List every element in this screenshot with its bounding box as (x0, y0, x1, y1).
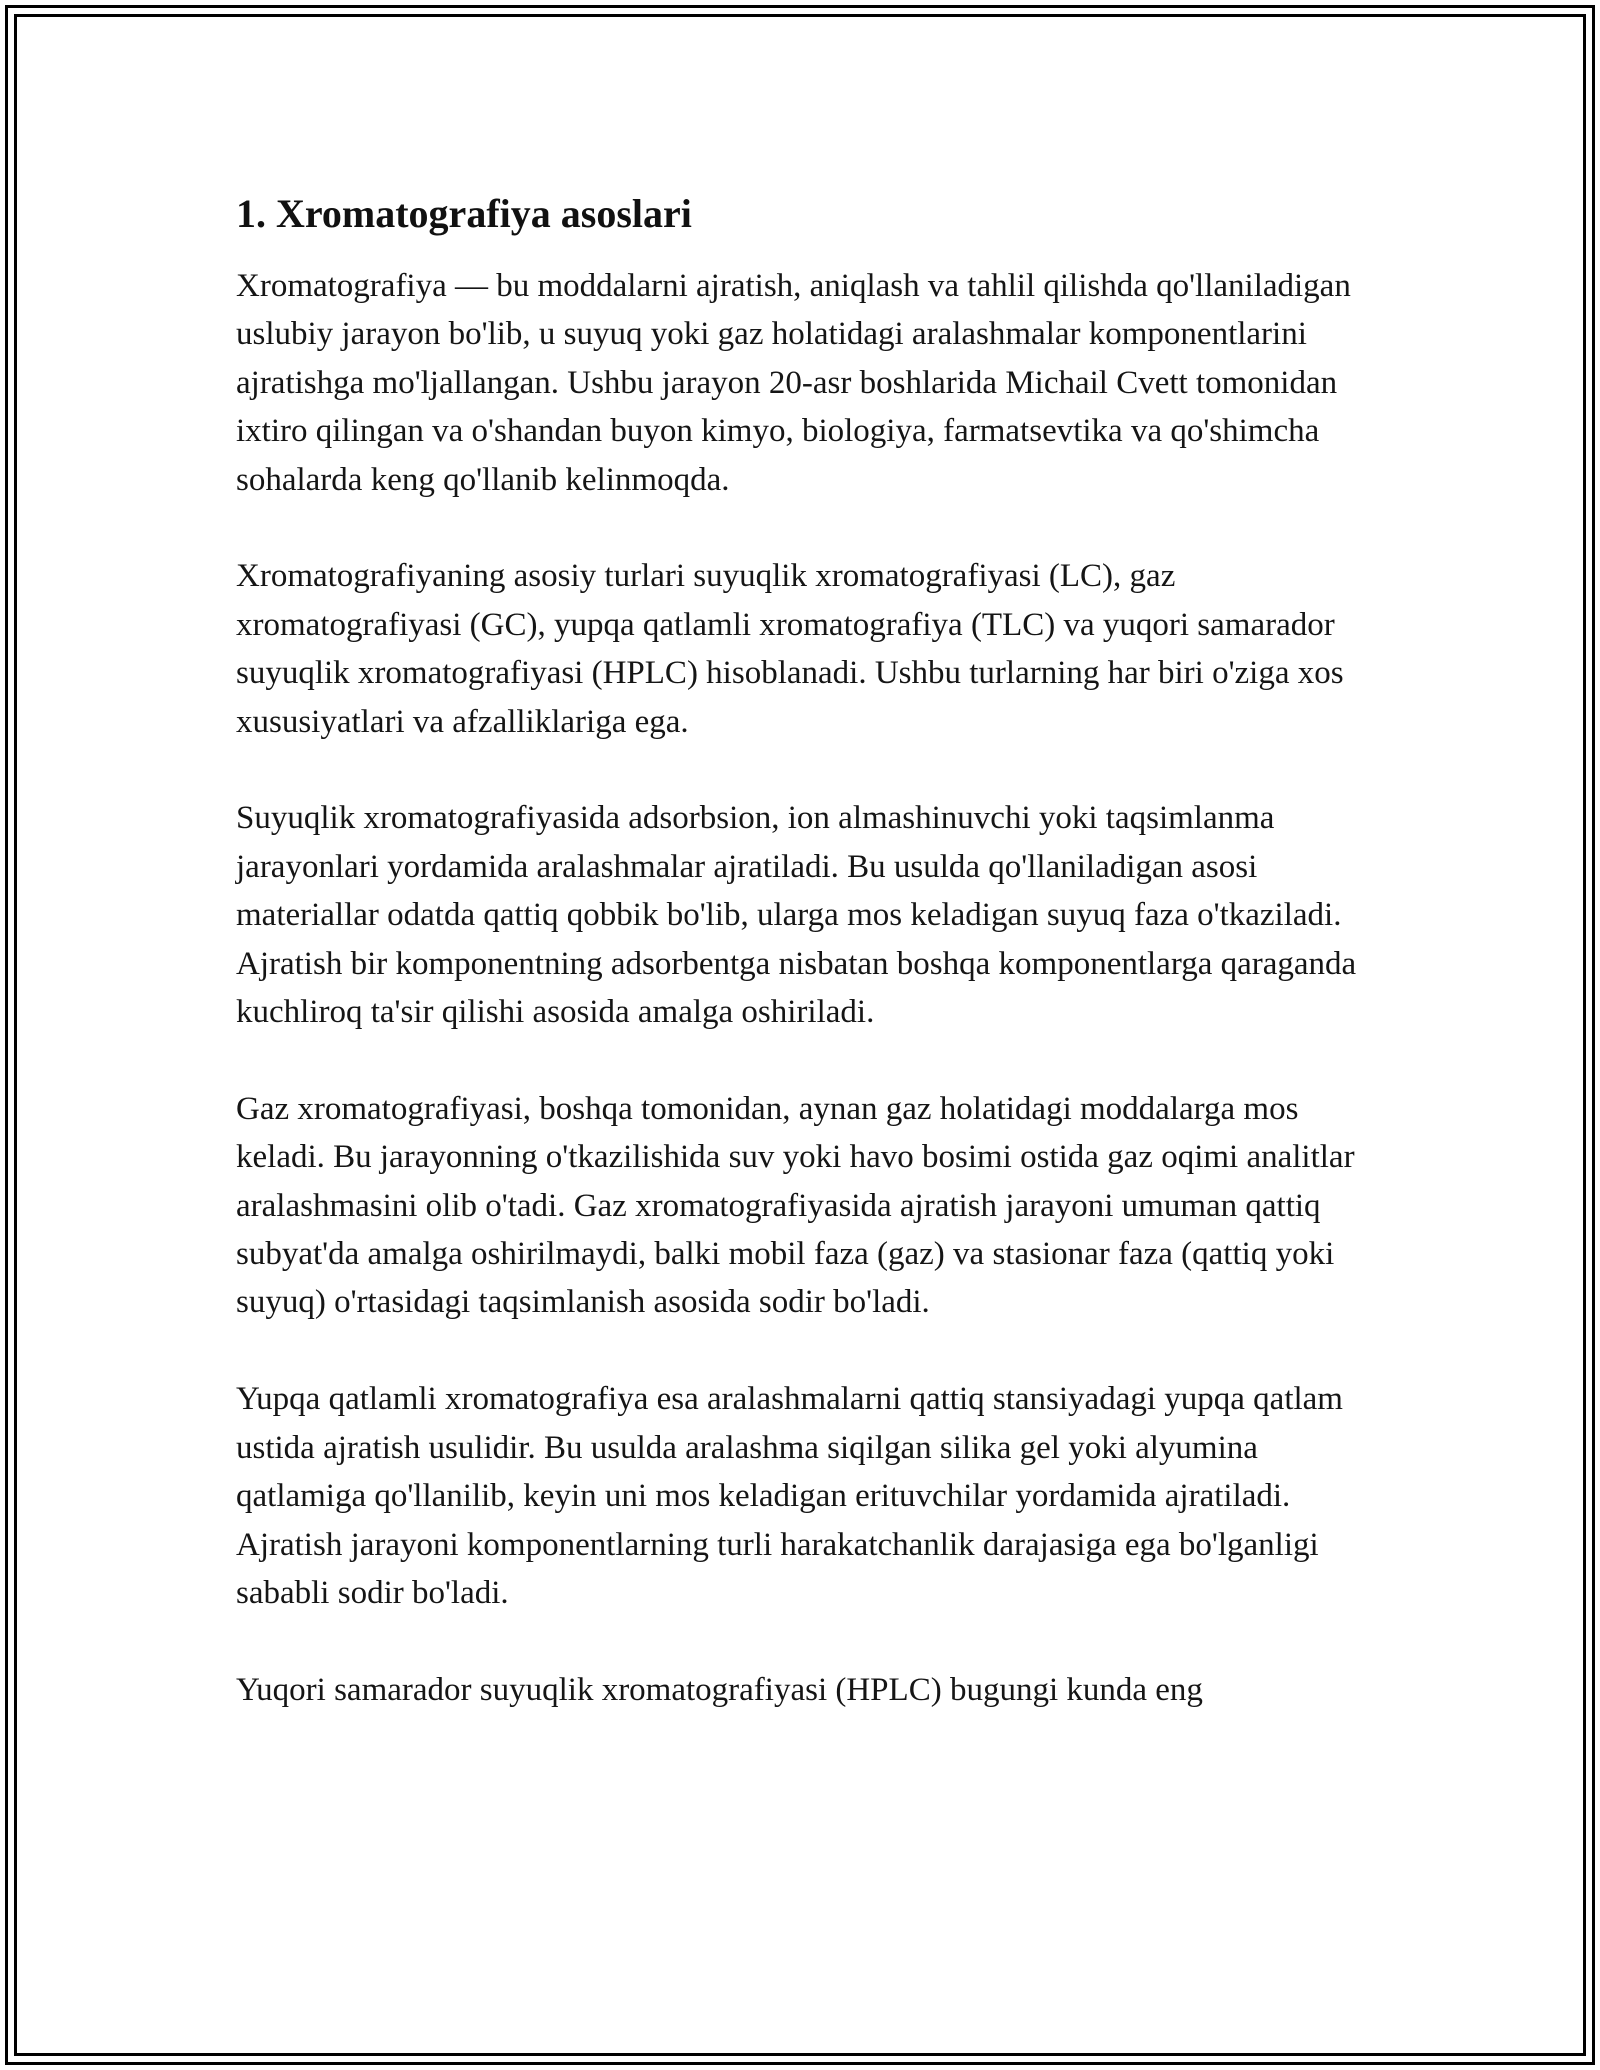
document-body (236, 188, 1366, 1763)
paragraph-thin-layer-chromatography: Yupqa qatlamli xromatografiya esa aralashmalarni qattiq stansiyadagi yupqa qatlam ustida ajratish usulidir. Bu usulda aralashma siqilgan silika gel yoki alyumina qatlamiga qo'llanilib, keyin uni mos keladigan erituvchilar yordamida ajratiladi. Ajratish jarayoni komponentlarning turli harakatchanlik darajasiga ega bo'lganligi sababli sodir bo'ladi. (236, 1381, 1343, 1611)
section-heading: 1. Xromatografiya asoslari (236, 191, 692, 236)
paragraph-gas-chromatography: Gaz xromatografiyasi, boshqa tomonidan, aynan gaz holatidagi moddalarga mos keladi. Bu jarayonning o'tkazilishida suv yoki havo bosimi ostida gaz oqimi analitlar aralashmasini olib o'tadi. Gaz xromatografiyasida ajratish jarayoni umuman qattiq subyat'da amalga oshirilmaydi, balki mobil faza (gaz) va stasionar faza (qattiq yoki suyuq) o'rtasidagi taqsimlanish asosida sodir bo'ladi. (236, 1090, 1355, 1321)
paragraph-liquid-chromatography: Suyuqlik xromatografiyasida adsorbsion, ion almashinuvchi yoki taqsimlanma jarayonlari yordamida aralashmalar ajratiladi. Bu usulda qo'llaniladigan asosi materiallar odatda qattiq qobbik bo'lib, ularga mos keladigan suyuq faza o'tkaziladi. Ajratish bir komponentning adsorbentga nisbatan boshqa komponentlarga qaraganda kuchliroq ta'sir qilishi asosida amalga oshiriladi. (236, 800, 1357, 1031)
paragraph-hplc: Yuqori samarador suyuqlik xromatografiyasi (HPLC) bugungi kunda eng (236, 1671, 1203, 1708)
paragraph-types: Xromatografiyaning asosiy turlari suyuqlik xromatografiyasi (LC), gaz xromatografiyasi (GC), yupqa qatlamli xromatografiya (TLC) va yuqori samarador suyuqlik xromatografiyasi (HPLC) hisoblanadi. Ushbu turlarning har biri o'ziga xos xususiyatlari va afzalliklariga ega. (236, 558, 1344, 740)
paragraph-intro: Xromatografiya — bu moddalarni ajratish, aniqlash va tahlil qilishda qo'llaniladigan uslubiy jarayon bo'lib, u suyuq yoki gaz holatidagi aralashmalar komponentlarini ajratishga mo'ljallangan. Ushbu jarayon 20-asr boshlarida Michail Cvett tomonidan ixtiro qilingan va o'shandan buyon kimyo, biologiya, farmatsevtika va qo'shimcha sohalarda keng qo'llanib kelinmoqda. (236, 268, 1351, 498)
